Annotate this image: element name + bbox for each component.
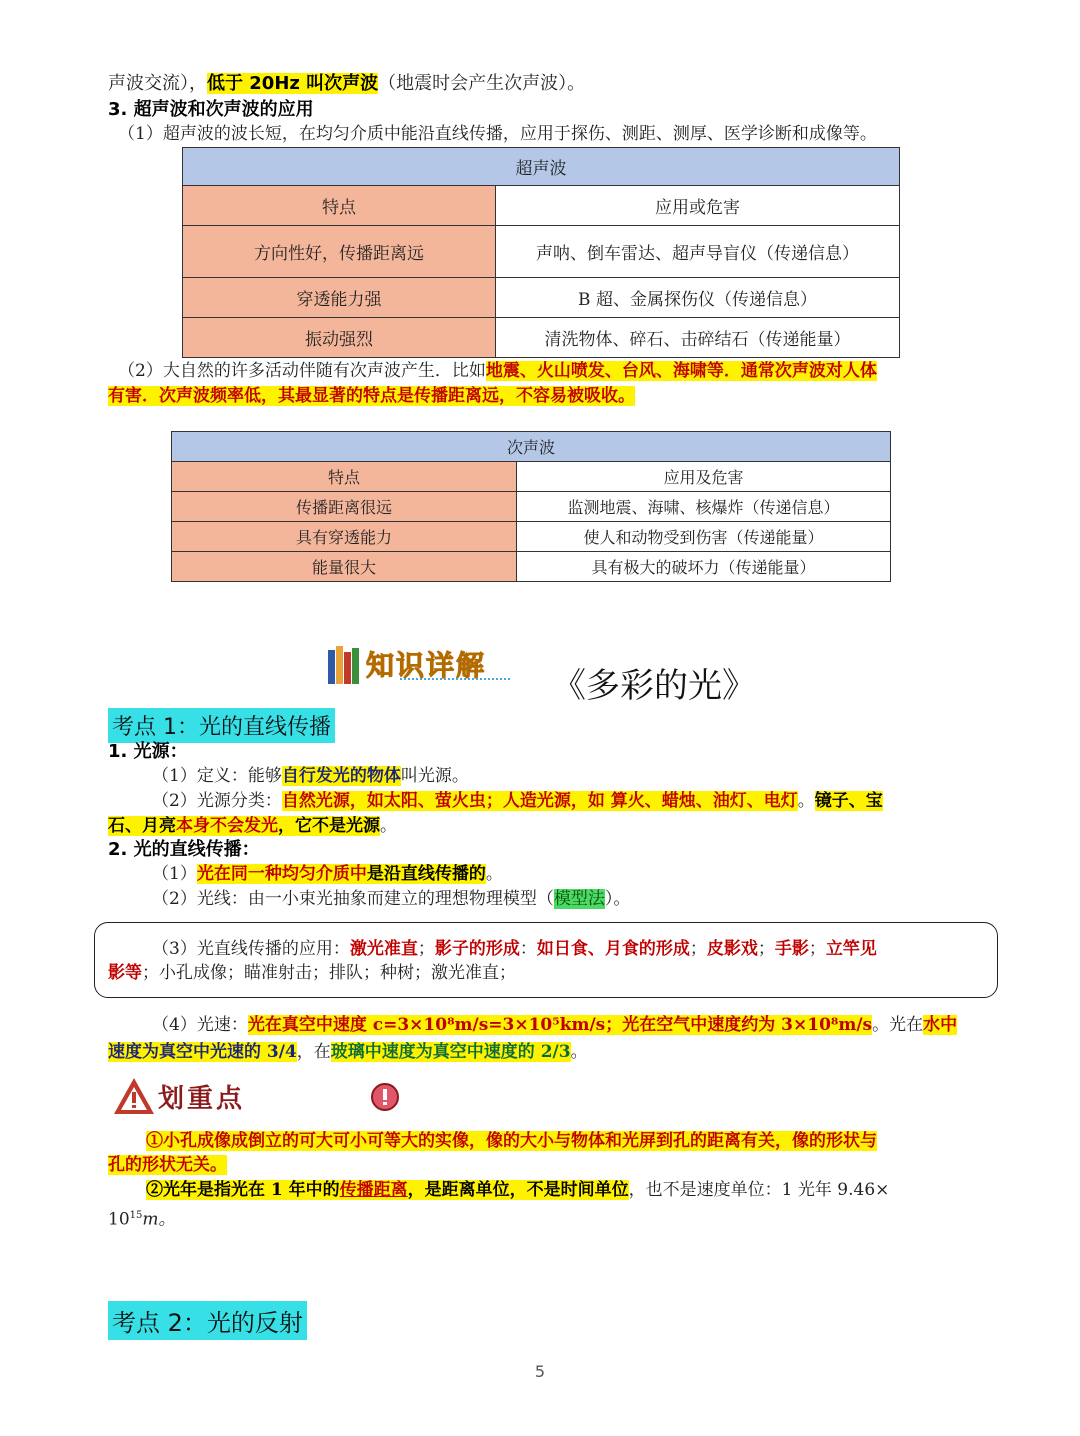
kp1-point-2: （2）光线：由一小束光抽象而建立的理想物理模型（模型法）。	[152, 889, 631, 909]
table-row: 振动强烈 清洗物体、碎石、击碎结石（传递能量）	[183, 318, 900, 358]
table-row: 传播距离很远 监测地震、海啸、核爆炸（传递信息）	[172, 492, 891, 522]
table-row: 方向性好，传播距离远 声呐、倒车雷达、超声导盲仪（传递信息）	[183, 226, 900, 278]
table-row: 穿透能力强 B 超、金属探伤仪（传递信息）	[183, 278, 900, 318]
key-point-1a: ①小孔成像成倒立的可大可小可等大的实像，像的大小与物体和光屏到孔的距离有关，像的形状与	[146, 1131, 877, 1151]
knowledge-badge: 知识详解	[326, 640, 536, 686]
alert-circle-icon	[370, 1082, 400, 1112]
col-header-use: 应用或危害	[496, 186, 900, 226]
kp1-definition: （1）定义：能够自行发光的物体叫光源。	[152, 766, 469, 786]
kp1-speed-2: 速度为真空中光速的 3/4，在玻璃中速度为真空中速度的 2/3。	[108, 1042, 588, 1062]
table-row: 具有穿透能力 使人和动物受到伤害（传递能量）	[172, 522, 891, 552]
kp1-point-1: （1）光在同一种均匀介质中是沿直线传播的。	[152, 864, 503, 884]
kp1-title: 考点 1：光的直线传播	[108, 708, 335, 743]
warning-icon	[112, 1076, 156, 1116]
col-header-feature: 特点	[183, 186, 496, 226]
kp1-heading-straight-line: 2. 光的直线传播：	[108, 839, 260, 860]
para-infrasonic-1: （2）大自然的许多活动伴随有次声波产生．比如地震、火山喷发、台风、海啸等．通常次声波对人体	[118, 361, 877, 381]
table-title: 超声波	[183, 148, 900, 186]
heading-3: 3. 超声波和次声波的应用	[108, 99, 314, 120]
books-icon	[326, 642, 366, 686]
infrasonic-table	[171, 431, 891, 582]
col-header-use: 应用及危害	[517, 462, 891, 492]
para-ultrasonic: （1）超声波的波长短，在均匀介质中能沿直线传播，应用于探伤、测距、测厚、医学诊断和成像等。	[118, 124, 877, 144]
kp1-classification: （2）光源分类：自然光源，如太阳、萤火虫；人造光源，如 算火、蜡烛、油灯、电灯。镜子、宝	[152, 791, 883, 811]
key-points-label: 划重点	[112, 1076, 302, 1118]
key-point-2b: $10^{15}m$。	[108, 1209, 176, 1230]
kp1-classification-2: 石、月亮本身不会发光，它不是光源。	[108, 816, 397, 836]
kp1-heading-light-source: 1. 光源：	[108, 741, 188, 762]
table-title: 次声波	[172, 432, 891, 462]
table-row: 能量很大 具有极大的破坏力（传递能量）	[172, 552, 891, 582]
kp2-title: 考点 2：光的反射	[108, 1301, 307, 1340]
kp1-application-2: 影等；小孔成像；瞄准射击；排队；种树；激光准直；	[108, 963, 516, 983]
ultrasonic-table	[182, 147, 900, 358]
col-header-feature: 特点	[172, 462, 517, 492]
chapter-title: 《多彩的光》	[552, 666, 756, 706]
key-point-2: ②光年是指光在 1 年中的传播距离，是距离单位，不是时间单位，也不是速度单位：1 光年 9.46×	[146, 1180, 890, 1200]
kp1-application-1: （3）光直线传播的应用：激光准直；影子的形成：如日食、月食的形成；皮影戏；手影；立竿见	[152, 939, 877, 959]
intro-line: 声波交流），低于 20Hz 叫次声波（地震时会产生次声波）。	[108, 73, 586, 94]
para-infrasonic-2: 有害．次声波频率低，其最显著的特点是传播距离远，不容易被吸收。	[108, 386, 635, 406]
kp1-speed-1: （4）光速：光在真空中速度 c=3×10⁸m/s=3×10⁵km/s；光在空气中速度约为 3×10⁸m/s。光在水中	[152, 1015, 958, 1035]
page-number: 5	[534, 1362, 546, 1381]
key-point-1b: 孔的形状无关。	[108, 1155, 227, 1175]
